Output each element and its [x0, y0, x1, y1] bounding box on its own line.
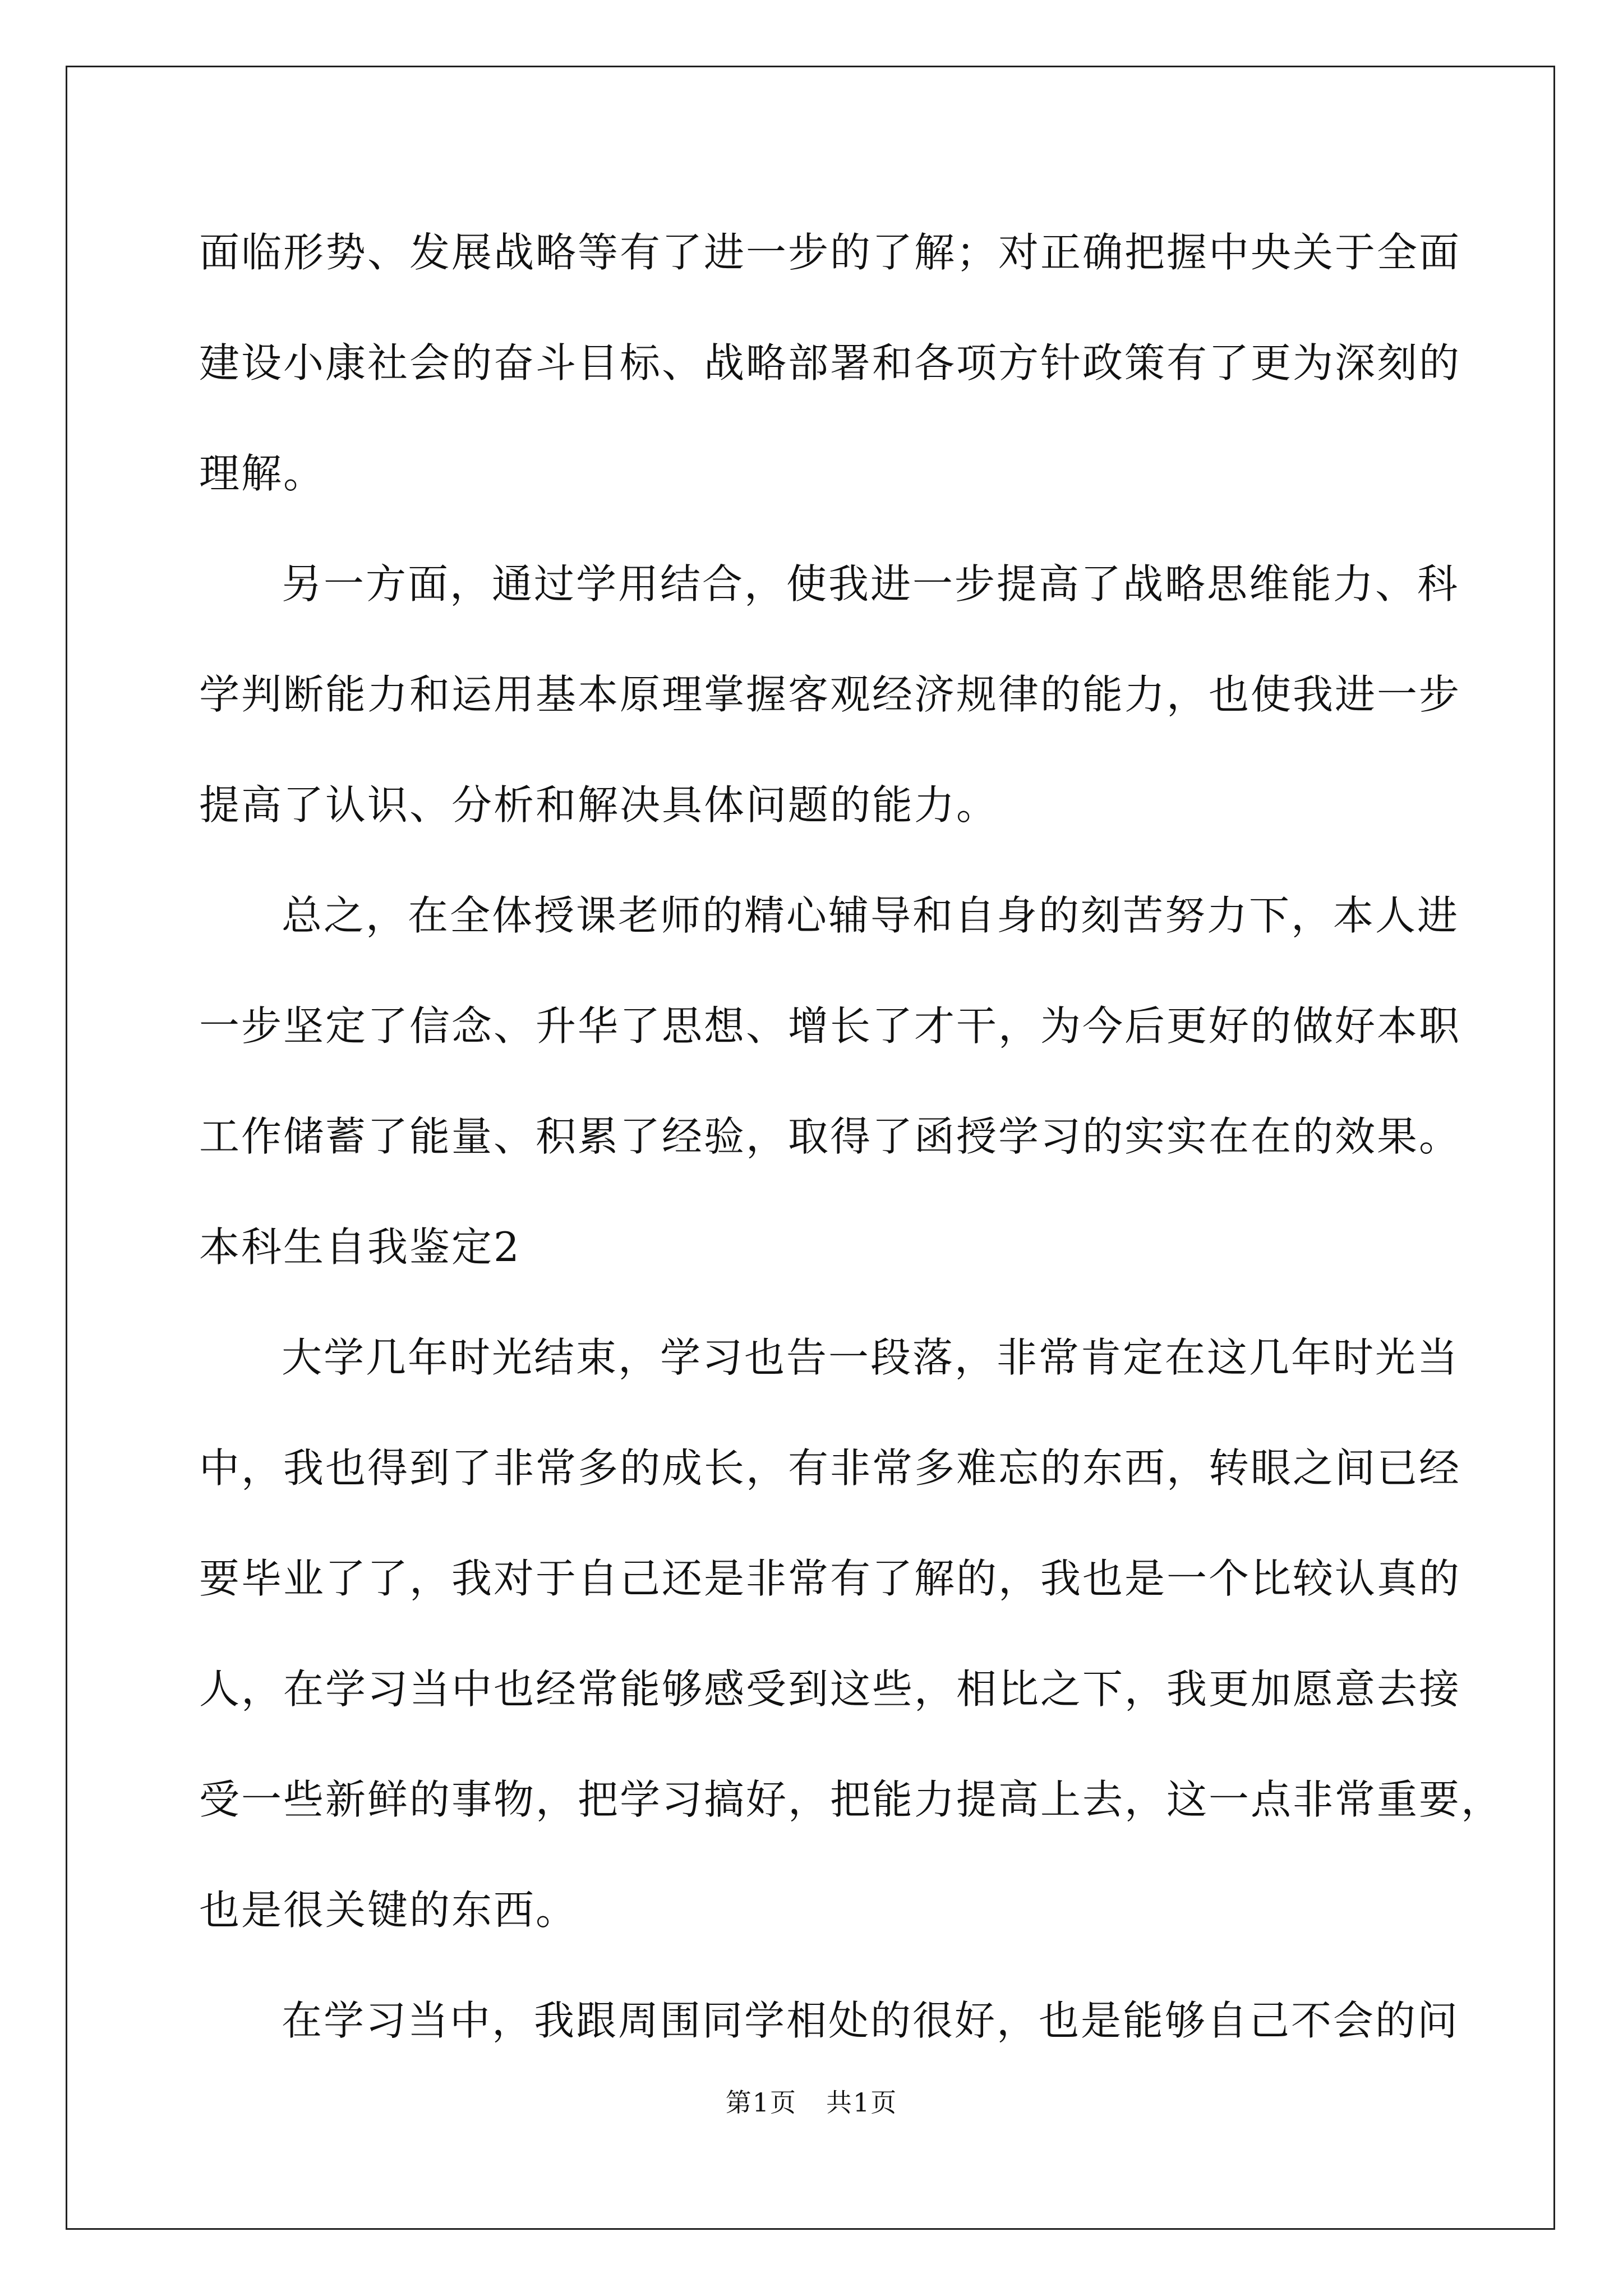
paragraph-start-line: 总之，在全体授课老师的精心辅导和自身的刻苦努力下，本人进: [282, 892, 1460, 939]
paragraph-start-line: 大学几年时光结束，学习也告一段落，非常肯定在这几年时光当: [282, 1334, 1460, 1381]
text-line: 工作储蓄了能量、积累了经验，取得了函授学习的实实在在的效果。: [199, 1113, 1461, 1160]
text-line: 面临形势、发展战略等有了进一步的了解；对正确把握中央关于全面: [199, 229, 1461, 276]
text-line: 理解。: [199, 450, 326, 497]
text-line: 中，我也得到了非常多的成长，有非常多难忘的东西，转眼之间已经: [199, 1444, 1461, 1492]
text-line: 人，在学习当中也经常能够感受到这些，相比之下，我更加愿意去接: [199, 1665, 1461, 1713]
paragraph-start-line: 在学习当中，我跟周围同学相处的很好，也是能够自己不会的问: [282, 1997, 1460, 2044]
text-line: 受一些新鲜的事物，把学习搞好，把能力提高上去，这一点非常重要，: [199, 1776, 1504, 1823]
page-footer: [0, 2086, 1623, 2119]
text-line: 学判断能力和运用基本原理掌握客观经济规律的能力，也使我进一步: [199, 671, 1461, 718]
text-line: 建设小康社会的奋斗目标、战略部署和各项方针政策有了更为深刻的: [199, 339, 1461, 386]
page-number: 第1页: [725, 2087, 797, 2118]
text-line: 提高了认识、分析和解决具体问题的能力。: [199, 781, 999, 829]
text-line: 也是很关键的东西。: [199, 1887, 578, 1934]
document-body: [199, 222, 1504, 2100]
paragraph-start-line: 另一方面，通过学用结合，使我进一步提高了战略思维能力、科: [282, 560, 1460, 608]
text-line: 一步坚定了信念、升华了思想、增长了才干，为今后更好的做好本职: [199, 1002, 1461, 1050]
text-line: 要毕业了了，我对于自己还是非常有了解的，我也是一个比较认真的: [199, 1555, 1461, 1602]
section-heading: 本科生自我鉴定2: [199, 1223, 521, 1271]
total-pages: 共1页: [826, 2087, 898, 2118]
